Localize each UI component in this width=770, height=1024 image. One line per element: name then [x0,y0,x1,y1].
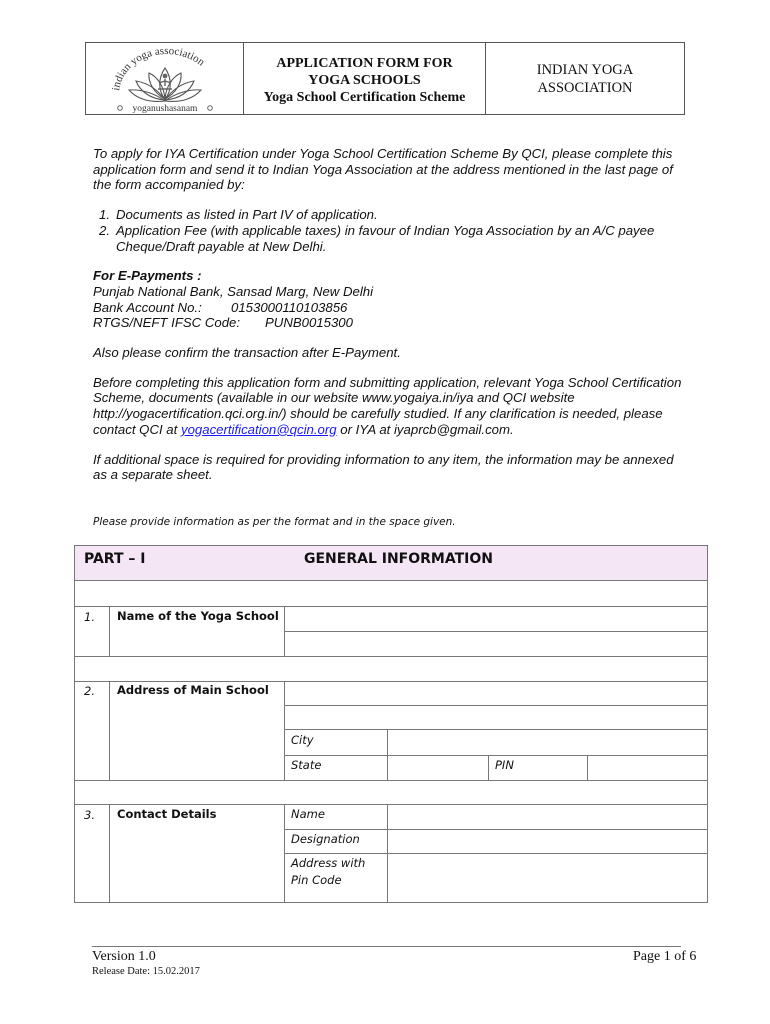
contact-address-field[interactable] [389,854,706,902]
state-field[interactable] [389,756,487,779]
organization-name [486,43,684,114]
city-field[interactable] [389,730,706,754]
logo-bottom-text: yoganushasanam [132,104,198,114]
org-line-2: ASSOCIATION [537,80,633,96]
item-number: 3. [84,808,95,822]
col-divider [109,804,110,903]
requirements-list [93,207,683,254]
address-field-2[interactable] [286,706,706,729]
col-divider [488,755,489,780]
col-divider [109,606,110,656]
designation-field[interactable] [389,830,706,853]
clarification-text-b: or IYA at iyaprcb@gmail.com. [336,421,514,437]
contact-address-label-line2: Pin Code [291,873,342,887]
title-line-1: APPLICATION FORM FOR [276,56,453,71]
school-name-label: Name of the Yoga School [117,609,279,623]
org-line-1: INDIAN YOGA [536,62,634,78]
state-label: State [291,758,322,772]
list-text: Documents as listed in Part IV of application. [116,207,378,223]
contact-name-field[interactable] [389,805,706,829]
list-number: 1. [99,207,110,223]
clarification-text-a: Before completing this application form and submitting application, relevant Yoga School Certification Scheme, documents (available in our website www.yogaiya.in/iya and QCI website http://yogacertification.qci.org.in/) should be carefully studied. If any clarification is needed, please contact QCI at [93,374,682,437]
city-label: City [291,733,314,747]
item-number: 1. [84,610,95,624]
list-text: Application Fee (with applicable taxes) in favour of Indian Yoga Association by an A/C payee Cheque/Draft payable at New Delhi. [116,222,655,254]
clarification-paragraph [93,375,683,438]
part-label: PART – I [84,551,146,567]
additional-space-paragraph: If additional space is required for providing information to any item, the information may be annexed as a separate sheet. [93,451,674,483]
release-date: Release Date: 15.02.2017 [92,966,200,977]
qci-email-link[interactable]: yogacertification@qcin.org [180,421,337,437]
general-information-table [74,545,708,903]
title-line-2: YOGA SCHOOLS [308,73,421,88]
row-divider [75,780,707,781]
lotus-logo-icon [86,43,244,114]
contact-name-label: Name [291,807,325,821]
title-line-3: Yoga School Certification Scheme [263,90,466,105]
designation-label: Designation [291,832,360,846]
col-divider [284,804,285,903]
account-label: Bank Account No.: [93,299,202,315]
list-item [93,223,683,254]
pin-label: PIN [495,758,514,772]
school-name-field[interactable] [286,607,706,631]
part-header [75,546,707,581]
address-label: Address of Main School [117,683,269,697]
bank-line: Punjab National Bank, Sansad Marg, New Delhi [93,283,374,299]
pin-field[interactable] [589,756,706,779]
col-divider [109,681,110,780]
instructions [93,146,683,483]
footer-divider [92,946,681,947]
col-divider [587,755,588,780]
list-number: 2. [99,222,110,238]
address-field[interactable] [286,682,706,705]
format-note: Please provide information as per the format and in the space given. [93,516,456,528]
item-number: 2. [84,684,95,698]
col-divider [387,804,388,903]
ifsc-row [93,315,683,331]
intro-paragraph: To apply for IYA Certification under Yoga School Certification Scheme By QCI, please complete this application form and send it to Indian Yoga Association at the address mentioned in the last page of the form accompanied by: [93,146,673,193]
col-divider [284,681,285,780]
ifsc-label: RTGS/NEFT IFSC Code: [93,315,241,331]
col-divider [387,729,388,780]
contact-address-label-line1: Address with [291,856,366,870]
ifsc-value: PUNB0015300 [265,315,353,331]
row-divider [75,656,707,657]
list-item [93,207,683,223]
version-text: Version 1.0 [92,949,156,964]
page-number: Page 1 of 6 [633,949,697,964]
epayment-details [93,268,683,331]
part-title: GENERAL INFORMATION [304,551,493,567]
header-table [85,42,685,115]
logo-arc-text: indian yoga association [110,45,207,92]
account-value: 0153000110103856 [231,299,348,315]
form-title [244,43,486,114]
epayment-heading: For E-Payments : [93,268,202,284]
account-row [93,300,683,316]
contact-details-label: Contact Details [117,807,217,821]
confirm-text: Also please confirm the transaction after E-Payment. [93,345,401,361]
col-divider [284,606,285,656]
school-name-field-2[interactable] [286,632,706,656]
logo [86,43,244,114]
